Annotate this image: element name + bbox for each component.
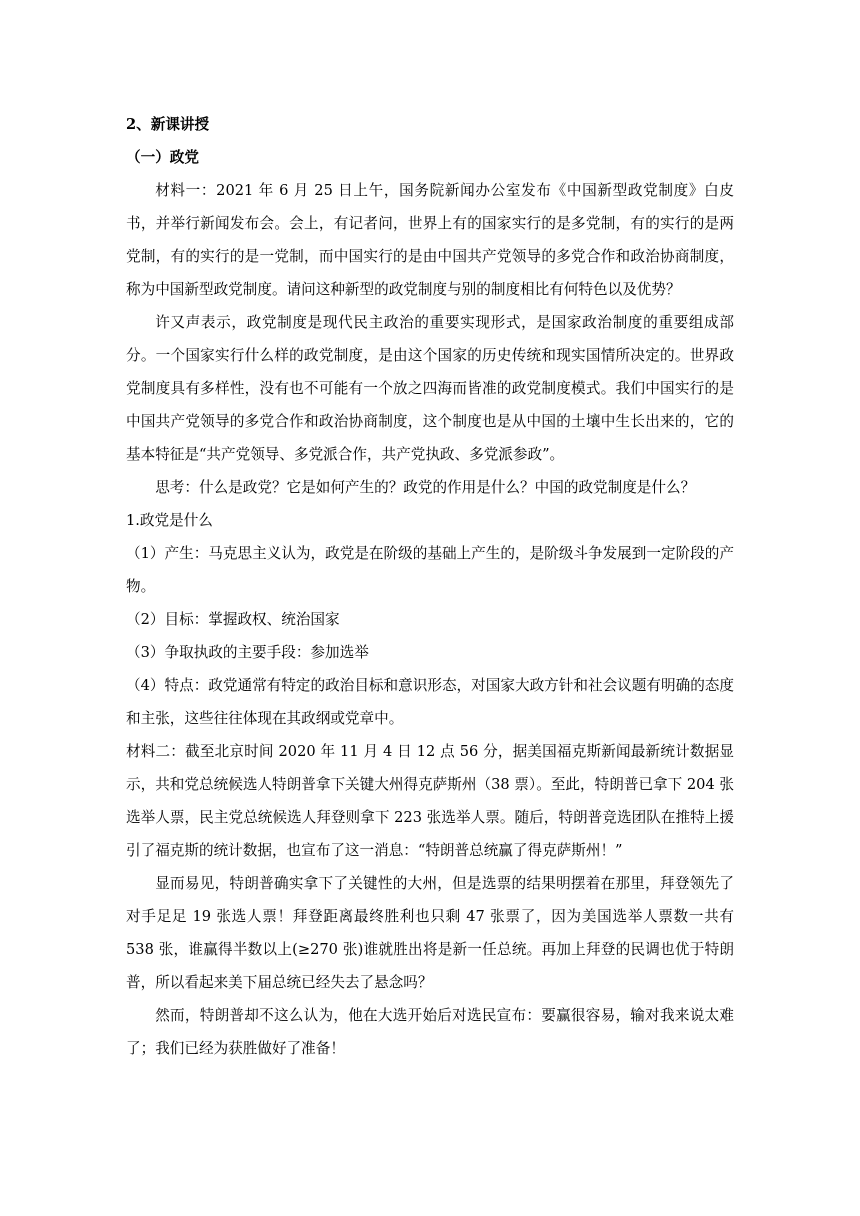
point-goal: （2）目标：掌握政权、统治国家 (126, 611, 340, 628)
document-body (126, 108, 734, 1065)
paragraph-material-one: 材料一：2021 年 6 月 25 日上午，国务院新闻办公室发布《中国新型政党制度》白皮书，并举行新闻发布会。会上，有记者问，世界上有的国家实行的是多党制，有的实行的是两党制，有的实行的是一党制，而中国实行的是由中国共产党领导的多党合作和政治协商制度，称为中国新型政党制度。请问这种新型的政党制度与别的制度相比有何特色以及优势？ (126, 182, 734, 298)
point-title: 1.政党是什么 (126, 512, 213, 529)
point-origin: （1）产生：马克思主义认为，政党是在阶级的基础上产生的，是阶级斗争发展到一定阶段的产物。 (126, 545, 734, 595)
subsection-heading: （一）政党 (126, 149, 199, 166)
paragraph-thinking-question: 思考：什么是政党？它是如何产生的？政党的作用是什么？中国的政党制度是什么？ (155, 479, 696, 496)
paragraph-xu-statement: 许又声表示，政党制度是现代民主政治的重要实现形式，是国家政治制度的重要组成部分。一个国家实行什么样的政党制度，是由这个国家的历史传统和现实国情所决定的。世界政党制度具有多样性，没有也不可能有一个放之四海而皆准的政党制度模式。我们中国实行的是中国共产党领导的多党合作和政治协商制度，这个制度也是从中国的土壤中生长出来的，它的基本特征是“共产党领导、多党派合作，共产党执政、多党派参政”。 (126, 314, 734, 463)
paragraph-material-two: 材料二：截至北京时间 2020 年 11 月 4 日 12 点 56 分，据美国福克斯新闻最新统计数据显示，共和党总统候选人特朗普拿下关键大州得克萨斯州（38 票）。至此，特朗普已拿下 204 张选举人票，民主党总统候选人拜登则拿下 223 张选举人票。随后，特朗普竞选团队在推特上援引了福克斯的统计数据，也宣布了这一消息：“特朗普总统赢了得克萨斯州！” (126, 743, 734, 859)
section-heading: 2、新课讲授 (126, 116, 210, 133)
point-means: （3）争取执政的主要手段：参加选举 (126, 644, 369, 661)
point-features: （4）特点：政党通常有特定的政治目标和意识形态，对国家大政方针和社会议题有明确的态度和主张，这些往往体现在其政纲或党章中。 (126, 677, 734, 727)
paragraph-trump-view: 然而，特朗普却不这么认为，他在大选开始后对选民宣布：要赢很容易，输对我来说太难了；我们已经为获胜做好了准备！ (126, 1007, 734, 1057)
paragraph-analysis: 显而易见，特朗普确实拿下了关键性的大州，但是选票的结果明摆着在那里，拜登领先了对手足足 19 张选人票！拜登距离最终胜利也只剩 47 张票了，因为美国选举人票数一共有 538 张，谁赢得半数以上(≥270 张)谁就胜出将是新一任总统。再加上拜登的民调也优于特朗普，所以看起来美下届总统已经失去了悬念吗？ (126, 875, 734, 991)
